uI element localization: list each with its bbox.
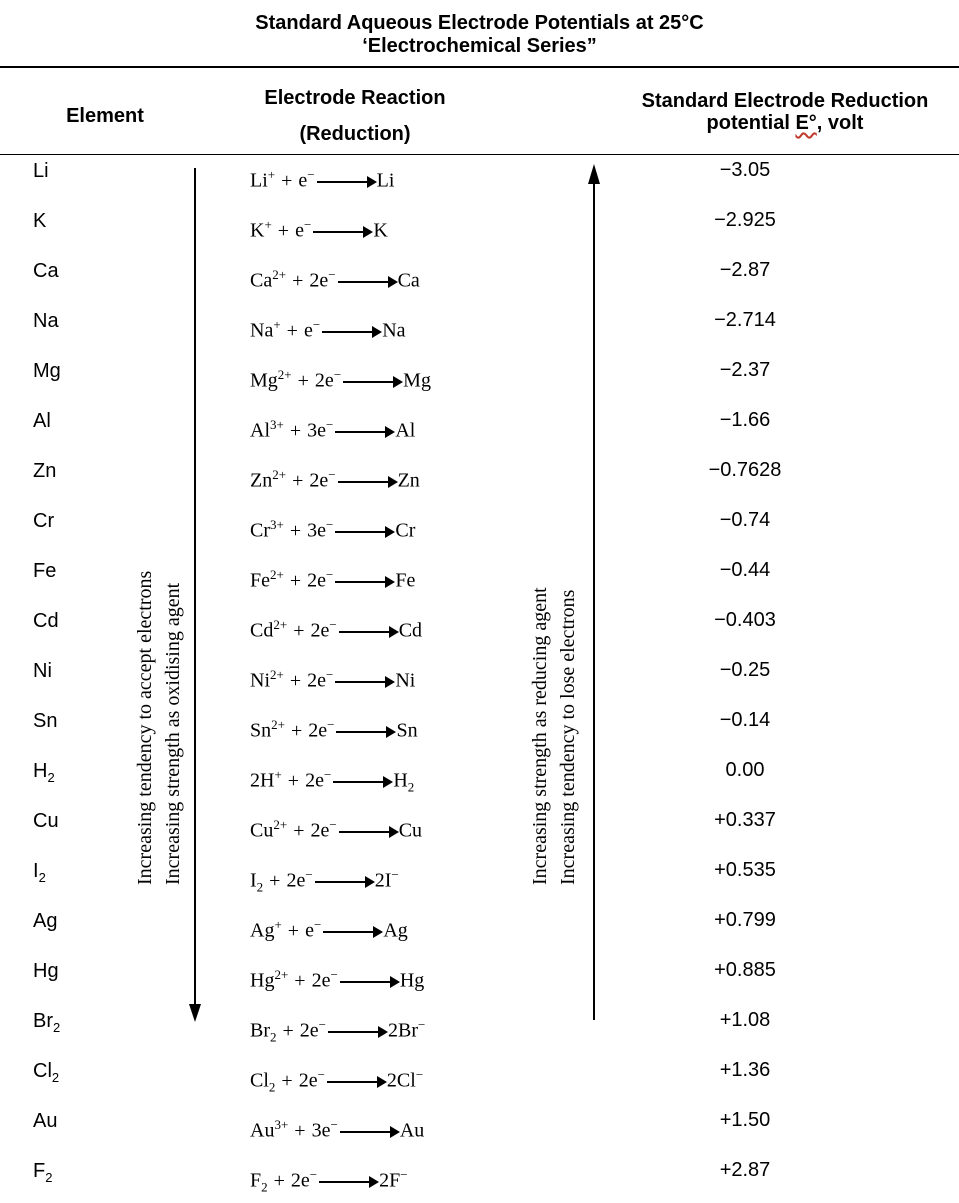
plus-sign: +	[297, 369, 309, 392]
electron-charge: −	[326, 417, 334, 432]
electrode-reaction	[250, 160, 394, 190]
reduced-species: 2F	[379, 1169, 401, 1192]
electrode-reaction	[250, 660, 415, 690]
reaction-arrow	[327, 1081, 385, 1083]
electrode-reaction	[250, 310, 406, 340]
electron-symbol: e	[309, 1019, 319, 1042]
electron-symbol: e	[319, 469, 329, 492]
oxidised-subscript: 2	[256, 879, 264, 895]
left-label-oxidising: Increasing strength as oxidising agent	[162, 582, 184, 885]
electron-charge: −	[328, 467, 336, 482]
reaction-arrow	[340, 981, 398, 983]
plus-sign: +	[286, 319, 298, 342]
reduction-potential: −1.66	[719, 409, 771, 431]
element-symbol	[33, 856, 46, 886]
element-subscript: 2	[53, 1020, 61, 1035]
element-symbol	[33, 656, 52, 686]
top-rule	[0, 66, 959, 68]
oxidised-charge: 2+	[272, 267, 287, 282]
electron-charge: −	[330, 1117, 338, 1132]
oxidised-charge: 3+	[274, 1117, 289, 1132]
reduced-species: Li	[376, 169, 395, 192]
reduction-potential: +0.337	[714, 809, 776, 831]
reaction-arrow	[335, 681, 393, 683]
header-potential-unit: , volt	[816, 112, 864, 134]
electrode-reaction	[250, 960, 424, 990]
reduction-potential: −0.14	[719, 709, 771, 731]
electron-charge: −	[326, 517, 334, 532]
electron-charge: −	[318, 1017, 327, 1032]
oxidised-species: Br	[250, 1019, 270, 1042]
plus-sign: +	[289, 569, 302, 592]
oxidised-species: Li	[250, 169, 268, 192]
electron-charge: −	[305, 867, 313, 882]
reduced-subscript: 2	[407, 779, 415, 795]
element-name: Al	[33, 410, 51, 432]
electron-charge: −	[333, 367, 342, 382]
electron-symbol: e	[296, 869, 306, 892]
electron-symbol: e	[320, 819, 330, 842]
reduced-species: Sn	[396, 719, 418, 742]
electron-symbol: e	[318, 719, 328, 742]
electron-symbol: e	[298, 169, 308, 192]
electron-symbol: e	[317, 669, 327, 692]
electron-count: 2	[309, 469, 320, 492]
reduced-charge: −	[400, 1167, 408, 1182]
reduction-potential: +1.36	[719, 1059, 771, 1081]
element-symbol	[33, 1106, 57, 1136]
reaction-arrow	[333, 781, 391, 783]
oxidised-charge: +	[274, 917, 282, 932]
reaction-arrow	[335, 581, 393, 583]
reaction-arrow	[338, 481, 396, 483]
electron-symbol: e	[300, 1169, 310, 1192]
element-symbol	[33, 956, 59, 986]
oxidised-species: Ag	[250, 919, 275, 942]
element-name: Br	[33, 1010, 53, 1032]
reduced-species: H	[393, 769, 408, 792]
reduced-species: 2I	[374, 869, 392, 892]
oxidised-species: Ni	[250, 669, 270, 692]
element-symbol	[33, 756, 55, 786]
electron-charge: −	[313, 917, 322, 932]
reduced-charge: −	[418, 1017, 426, 1032]
electron-charge: −	[317, 1067, 325, 1082]
oxidised-subscript: 2	[261, 1179, 268, 1195]
reduction-potential: −0.403	[714, 609, 776, 631]
element-symbol	[33, 906, 57, 936]
reaction-arrow	[322, 331, 380, 333]
plus-sign: +	[287, 919, 300, 942]
electrode-reaction	[250, 1060, 424, 1095]
header-reaction-line2: (Reduction)	[299, 123, 411, 145]
element-name: K	[33, 210, 47, 232]
electron-count: 2	[286, 869, 297, 892]
header-potential	[620, 90, 950, 134]
reduced-species: Ca	[397, 269, 420, 292]
electron-symbol: e	[295, 219, 304, 242]
oxidised-species: Hg	[250, 969, 275, 992]
header-potential-line2	[620, 112, 950, 134]
oxidised-species: Sn	[250, 719, 272, 742]
right-label-lose: Increasing tendency to lose electrons	[557, 589, 579, 885]
element-name: Sn	[33, 710, 58, 732]
plus-sign: +	[282, 1019, 294, 1042]
header-rule	[0, 154, 959, 155]
reaction-arrow	[335, 431, 393, 433]
reduction-potential: +0.885	[714, 959, 776, 981]
element-symbol	[33, 606, 59, 636]
reaction-arrow	[339, 631, 397, 633]
electron-symbol: e	[305, 919, 314, 942]
oxidised-species: K	[250, 219, 265, 242]
oxidised-species: Zn	[250, 469, 273, 492]
electrode-reaction	[250, 910, 408, 940]
oxidised-species: Fe	[250, 569, 270, 592]
electrode-reaction	[250, 810, 422, 840]
plus-sign: +	[287, 769, 300, 792]
reduction-potential: +1.50	[719, 1109, 771, 1131]
reaction-arrow	[315, 881, 373, 883]
element-name: Cd	[33, 610, 59, 632]
element-symbol	[33, 506, 54, 536]
element-name: Li	[33, 160, 49, 182]
reduced-charge: −	[391, 867, 399, 882]
oxidised-species: Ca	[250, 269, 273, 292]
plus-sign: +	[281, 1069, 293, 1092]
reaction-arrow	[336, 731, 394, 733]
electrode-reaction	[250, 210, 388, 240]
electron-charge: −	[330, 967, 338, 982]
element-name: Fe	[33, 560, 57, 582]
reduction-potential: −3.05	[719, 159, 771, 181]
electron-charge: −	[326, 567, 334, 582]
electron-count: 2	[310, 819, 321, 842]
electrode-reaction	[250, 460, 420, 490]
electron-charge: −	[309, 1167, 318, 1182]
element-symbol	[33, 556, 56, 586]
reduction-potential: −2.925	[714, 209, 776, 231]
element-name: Ca	[33, 260, 59, 282]
element-name: Cu	[33, 810, 59, 832]
oxidised-species: Cr	[250, 519, 270, 542]
electrode-reaction	[250, 1010, 426, 1045]
oxidised-species: Na	[250, 319, 274, 342]
plus-sign: +	[281, 169, 293, 192]
reaction-arrow	[343, 381, 401, 383]
reaction-arrow	[319, 1181, 377, 1183]
reduction-potential: +0.799	[714, 909, 776, 931]
reaction-arrow	[339, 831, 397, 833]
oxidised-charge: 2+	[270, 567, 284, 582]
plus-sign: +	[293, 819, 305, 842]
plus-sign: +	[277, 219, 290, 242]
electron-count: 2	[299, 1019, 310, 1042]
electron-symbol: e	[317, 419, 327, 442]
reaction-arrow	[313, 231, 371, 233]
element-name: Hg	[33, 960, 59, 982]
electron-count: 2	[308, 719, 319, 742]
oxidised-subscript: 2	[268, 1079, 276, 1095]
oxidised-subscript: 2	[270, 1029, 277, 1045]
header-reaction	[230, 87, 480, 145]
reduction-potential: −2.87	[719, 259, 771, 281]
header-potential-symbol: E°	[795, 112, 817, 134]
page-title: Standard Aqueous Electrode Potentials at 25°C	[255, 12, 704, 34]
reduction-potential: −2.714	[714, 309, 776, 331]
oxidised-species: Cu	[250, 819, 274, 842]
electrode-reaction	[250, 710, 418, 740]
electron-count: 2	[307, 669, 318, 692]
plus-sign: +	[292, 269, 304, 292]
electron-symbol: e	[303, 319, 313, 342]
reaction-arrow	[338, 281, 396, 283]
header-element: Element	[66, 105, 144, 127]
reaction-arrow	[323, 931, 381, 933]
reaction-arrow	[335, 531, 393, 533]
reduced-species: Na	[382, 319, 406, 342]
oxidised-species: 2H	[250, 769, 275, 792]
electron-symbol: e	[321, 969, 331, 992]
electron-count: 3	[311, 1119, 322, 1142]
plus-sign: +	[289, 519, 302, 542]
reduced-species: Cu	[398, 819, 423, 842]
up-arrow-head	[588, 164, 600, 184]
element-subscript: 2	[51, 1070, 60, 1085]
element-name: Ag	[33, 910, 58, 932]
element-symbol	[33, 1056, 59, 1086]
element-name: Au	[33, 1110, 58, 1132]
electron-charge: −	[327, 717, 335, 732]
element-name: Ni	[33, 660, 52, 682]
element-name: I	[33, 860, 39, 882]
electron-count: 2	[305, 769, 316, 792]
electron-count: 2	[290, 1169, 301, 1192]
electron-count: 2	[310, 619, 321, 642]
electron-charge: −	[323, 767, 332, 782]
reduction-potential: −0.7628	[708, 459, 782, 481]
reduced-species: K	[373, 219, 388, 242]
electron-count: 3	[307, 519, 318, 542]
plus-sign: +	[293, 619, 305, 642]
element-symbol	[33, 1156, 52, 1186]
oxidised-charge: 2+	[271, 717, 285, 732]
element-name: Cl	[33, 1060, 52, 1082]
reaction-arrow	[317, 181, 375, 183]
reduction-potential: −0.25	[719, 659, 771, 681]
electron-charge: −	[312, 317, 321, 332]
element-symbol	[33, 256, 59, 286]
oxidised-charge: 2+	[272, 467, 287, 482]
header-potential-line1: Standard Electrode Reduction	[641, 90, 929, 112]
element-symbol	[33, 356, 61, 386]
element-name: Na	[33, 310, 59, 332]
oxidised-charge: 3+	[270, 517, 284, 532]
plus-sign: +	[289, 419, 302, 442]
reduced-species: Au	[399, 1119, 425, 1142]
plus-sign: +	[273, 1169, 285, 1192]
oxidised-species: Cl	[250, 1069, 269, 1092]
reduced-species: Fe	[395, 569, 416, 592]
reduction-potential: −0.44	[719, 559, 771, 581]
electrode-reaction	[250, 1160, 408, 1195]
element-symbol	[33, 406, 51, 436]
plus-sign: +	[292, 469, 304, 492]
electrode-reaction	[250, 360, 431, 390]
reduction-potential: +2.87	[719, 1159, 771, 1181]
electron-charge: −	[329, 817, 337, 832]
reduction-potential: 0.00	[725, 759, 765, 781]
element-symbol	[33, 806, 59, 836]
electron-count: 2	[311, 969, 322, 992]
reaction-arrow	[340, 1131, 398, 1133]
electron-charge: −	[307, 167, 315, 182]
element-symbol	[33, 456, 56, 486]
electrode-reaction	[250, 560, 415, 590]
reduced-species: Ni	[395, 669, 416, 692]
reduced-species: Zn	[397, 469, 420, 492]
left-label-accept: Increasing tendency to accept electrons	[134, 570, 156, 885]
element-name: H	[33, 760, 48, 782]
electrode-reaction	[250, 610, 422, 640]
electron-count: 2	[307, 569, 318, 592]
oxidised-charge: +	[264, 217, 272, 232]
electron-count: 2	[309, 269, 320, 292]
oxidised-species: F	[250, 1169, 262, 1192]
reduced-species: Al	[395, 419, 416, 442]
oxidised-charge: +	[273, 317, 281, 332]
reduced-species: Cr	[395, 519, 416, 542]
reduction-potential: +0.535	[714, 859, 776, 881]
element-symbol	[33, 306, 59, 336]
oxidised-charge: 2+	[273, 817, 288, 832]
reduced-species: 2Br	[388, 1019, 419, 1042]
element-subscript: 2	[38, 870, 46, 885]
oxidised-charge: 3+	[270, 417, 284, 432]
electron-symbol: e	[315, 769, 324, 792]
oxidised-species: Al	[250, 419, 270, 442]
electrode-reaction	[250, 860, 399, 895]
oxidised-charge: +	[267, 167, 276, 182]
reduction-potential: −0.74	[719, 509, 771, 531]
electron-symbol: e	[324, 369, 334, 392]
reduction-potential: +1.08	[719, 1009, 771, 1031]
electron-symbol: e	[320, 619, 330, 642]
header-potential-text: potential	[706, 112, 796, 134]
electron-charge: −	[303, 217, 312, 232]
reduced-species: Ag	[383, 919, 408, 942]
electron-charge: −	[326, 667, 334, 682]
element-symbol	[33, 706, 57, 736]
electron-charge: −	[328, 267, 336, 282]
reduction-potential: −2.37	[719, 359, 771, 381]
element-name: Zn	[33, 460, 57, 482]
element-name: Mg	[33, 360, 61, 382]
electron-symbol: e	[308, 1069, 318, 1092]
electron-symbol: e	[317, 569, 327, 592]
plus-sign: +	[294, 1119, 306, 1142]
oxidised-charge: 2+	[274, 967, 289, 982]
plus-sign: +	[289, 669, 302, 692]
reaction-arrow	[328, 1031, 386, 1033]
oxidised-charge: +	[274, 767, 282, 782]
electron-symbol: e	[321, 1119, 331, 1142]
page-subtitle: ‘Electrochemical Series”	[362, 35, 597, 57]
oxidised-species: Mg	[250, 369, 278, 392]
electrode-reaction	[250, 510, 415, 540]
reduced-species: Mg	[403, 369, 431, 392]
electron-count: 2	[314, 369, 325, 392]
header-reaction-line1: Electrode Reaction	[264, 87, 446, 109]
electron-symbol: e	[319, 269, 329, 292]
oxidised-species: I	[250, 869, 257, 892]
oxidised-species: Cd	[250, 619, 274, 642]
reduced-species: Hg	[399, 969, 425, 992]
reduced-charge: −	[415, 1067, 424, 1082]
oxidised-charge: 2+	[277, 367, 292, 382]
element-symbol	[33, 206, 46, 236]
reduced-species: 2Cl	[386, 1069, 416, 1092]
electron-charge: −	[329, 617, 337, 632]
element-subscript: 2	[45, 1170, 53, 1185]
oxidised-species: Au	[250, 1119, 275, 1142]
electron-count: 2	[298, 1069, 309, 1092]
element-subscript: 2	[47, 770, 55, 785]
element-name: F	[33, 1160, 46, 1182]
right-label-reducing: Increasing strength as reducing agent	[529, 587, 551, 885]
electron-symbol: e	[317, 519, 327, 542]
electron-count: 3	[307, 419, 318, 442]
oxidised-charge: 2+	[273, 617, 288, 632]
reduced-species: Cd	[398, 619, 423, 642]
electrode-reaction	[250, 760, 415, 795]
electrode-reaction	[250, 410, 415, 440]
element-symbol	[33, 1006, 60, 1036]
oxidised-charge: 2+	[270, 667, 284, 682]
element-name: Cr	[33, 510, 55, 532]
plus-sign: +	[294, 969, 306, 992]
down-arrow-head	[189, 1004, 201, 1022]
plus-sign: +	[290, 719, 303, 742]
electrode-reaction	[250, 1110, 424, 1140]
element-symbol	[33, 156, 49, 186]
electrode-reaction	[250, 260, 420, 290]
plus-sign: +	[269, 869, 281, 892]
